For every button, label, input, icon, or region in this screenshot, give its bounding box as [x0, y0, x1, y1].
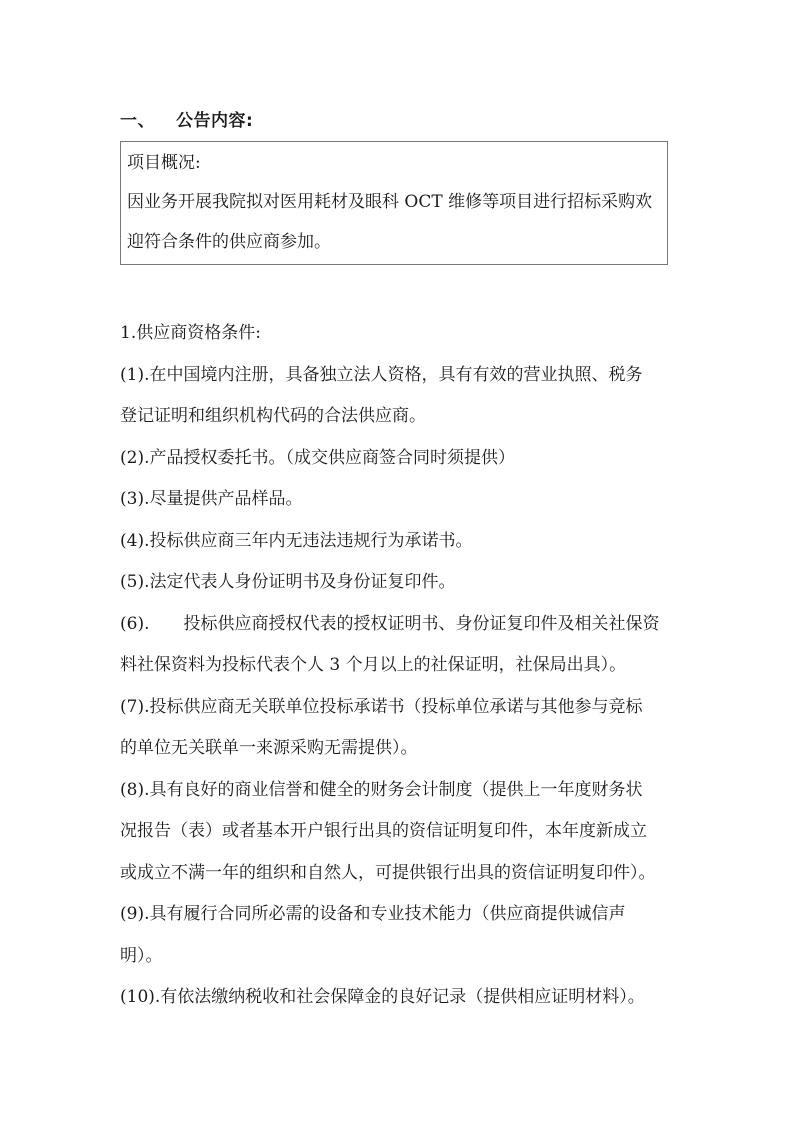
project-overview-box — [120, 141, 668, 265]
qualification-line: 登记证明和组织机构代码的合法供应商。 — [120, 406, 426, 426]
qualification-line: 投标供应商授权代表的授权证明书、身份证复印件及相关社保资 — [183, 613, 660, 634]
qualification-line: 料社保资料为投标代表个人 3 个月以上的社保证明，社保局出具）。 — [120, 655, 627, 675]
section-number: 一、 — [120, 111, 155, 131]
qualification-line: (2).产品授权委托书。（成交供应商签合同时须提供） — [120, 447, 515, 468]
qualification-line: 明）。 — [120, 945, 163, 966]
qualification-line: 况报告（表）或者基本开户银行出具的资信证明复印件，本年度新成立 — [120, 821, 647, 841]
overview-line: 因业务开展我院拟对医用耗材及眼科 OCT 维修等项目进行招标采购欢 — [127, 192, 653, 212]
qualification-line: (8).具有良好的商业信誉和健全的财务会计制度（提供上一年度财务状 — [120, 779, 643, 800]
qualification-line: (10).有依法缴纳税收和社会保障金的良好记录（提供相应证明材料）。 — [120, 987, 645, 1007]
qualification-line: (3).尽量提供产品样品。 — [120, 489, 303, 509]
item-6-number: (6). — [120, 613, 150, 634]
qualification-line: (9).具有履行合同所必需的设备和专业技术能力（供应商提供诚信声 — [120, 904, 626, 924]
section-heading — [120, 106, 253, 131]
qualification-line: 的单位无关联单一来源采购无需提供）。 — [120, 738, 418, 758]
qualification-item-6 — [120, 604, 680, 646]
qualification-line: (7).投标供应商无关联单位投标承诺书（投标单位承诺与其他参与竞标 — [120, 696, 643, 717]
qualification-line: (5).法定代表人身份证明书及身份证复印件。 — [120, 572, 456, 592]
qualification-list — [120, 313, 680, 1019]
qualification-heading: 1.供应商资格条件: — [120, 323, 261, 343]
overview-label: 项目概况: — [127, 153, 201, 173]
qualification-line: 或成立不满一年的组织和自然人，可提供银行出具的资信证明复印件）。 — [120, 862, 656, 883]
section-title: 公告内容: — [176, 111, 254, 131]
qualification-line: (1).在中国境内注册，具备独立法人资格，具有有效的营业执照、税务 — [120, 364, 643, 385]
overview-line: 迎符合条件的供应商参加。 — [127, 232, 331, 252]
qualification-line: (4).投标供应商三年内无违法违规行为承诺书。 — [120, 530, 473, 551]
